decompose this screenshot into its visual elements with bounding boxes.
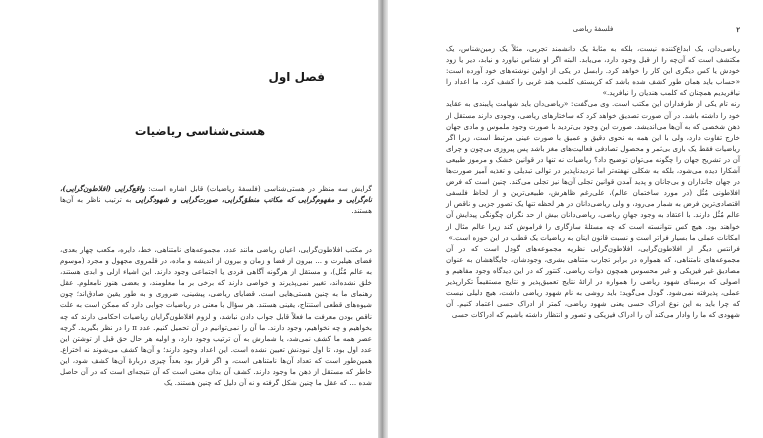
intro-tail: به ترتیب ناظر به آن‌ها هستند. [60,195,372,216]
book-gutter [378,0,388,438]
left-body-text [60,244,372,388]
body-paragraph: در مکتب افلاطون‌گرایی، اعیان ریاضی مانند عدد، مجموعه‌های نامتناهی، خط، دایره، مکعب چهار بعدی، فضای هیلبرت و ... بیرون از فضا و زمان و بیرون از اندیشه و ماده، در قلمروی مجهول و مجرد (موسوم به عالم مُثُل)، و مستقل از هرگونه آگاهی فردی یا اجتماعی وجود دارند. این اشیاء ازلی و ابدی هستند، خلق نشده‌اند، تغییر نمی‌پذیرند و خواصی دارند که برخی بر ما معلومند، و بعضی هنوز نامعلوم. عقل رهنمای ما به چنین هستی‌هایی است. قضایای ریاضی، پیشینی، ضروری و به طور یقین صادق‌اند؛ چون شیوه‌های قطعی استنتاج، یقینی هستند. هر سؤال با معنی در ریاضیات جوابی دارد که ممکن است به علت ناقص بودن معرفت ما فعلاً قابل جواب دادن نباشد، و لزوم افلاطون‌گرایان ریاضیات احکامی دارند که چه بخواهیم و چه نخواهیم، وجود دارند. ما آن را نمی‌توانیم در آن تحمیل کنیم. عدد π را در نظر بگیرید. گرچه عصر همه ما کشف نمی‌شد، یا شمارش به آن ترتیب وجود دارد، و اولیه هر حال حق قبل از توشتن این عدد اول بود، تا اول نبودنش تعیین نشده است. این اعداد وجود دارند؛ و آن‌ها کشف می‌شوند نه اختراع. همین‌طور است که تعداد آن‌ها نامتناهی است، و اگر قرار بود بعداً چیزی دربارهٔ آن‌ها کشف شود، این خاطر که مستقل از ذهن ما وجود دارند. کشف آن بدان معنی است که آن نتیجه‌ای است که در آن حاصل شده ... که عقل ما چنین شکل گرفته و نه آن دلیل که چنین هستند. یک [60,245,372,388]
body-paragraph: رنه تام یکی از طرفداران این مکتب است. وی می‌گفت: «ریاضی‌دان باید شهامت پایبندی به عقاید خود را داشته باشد. در آن صورت تصدیق خواهد کرد که ساختارهای ریاضی، وجودی دارند مستقل از ذهن شخصی که به آن‌ها می‌اندیشد. صورت این وجود بی‌تردید با صورت وجود ملموس و مادی جهان خارج تفاوت دارد، ولی با این همه به نحوی دقیق و عمیق با صورت عینی مرتبط است، زیرا اگر ریاضیات فقط یک بازی بی‌ثمر و محصول تصادفی فعالیت‌های مغز باشد پس پیروزی بی‌چون و چرای آن در تشریح جهان را چگونه می‌توان توضیح داد؟ ریاضیات نه تنها در قوانین خشک و مرموز طبیعی آشکارا دیده می‌شود، بلکه به شکلی نهفته‌تر اما تردیدناپذیر در توالی تبدیلی و تغذیه آمیز صورت‌ها در جهان جانداران و بی‌جانان و پدید آمدن قوانین تجلی آن‌ها نیز تجلی می‌کند. چنین است که فرض افلاطونی مُثُل (در مورد ساختمان عالم)، علی‌رغم ظاهرش، طبیعی‌ترین و از لحاظ فلسفی اقتصادی‌ترین فرض به شمار می‌رود، و ولی ریاضی‌دانان در هر لحظه تنها یک تصور جزیی و ناقص از عالم مُثُل دارند. با اعتقاد به وجود جهانِ ریاضی، ریاضی‌دانان بیش از حد نگران چگونگی پیدایش آن خواهند بود. هیچ کس نتوانسته است که چه مسئلهٔ سازگاری را فراموش کند زیرا عالم مثال از امکانات عملی ما بسیار فراتر است و نسبت قانون اینان به ریاضیات یک قطب در این حوزه است.» [446,99,740,242]
chapter-label: فصل اول [268,70,325,84]
left-page [0,0,378,438]
right-page [388,0,763,438]
intro-schools: واقع‌گرایی (افلاطون‌گرایی)، نام‌گرایی و مفهوم‌گرایی که مکاتب منطق‌گرایی، صورت‌گرایی و شهودگرایی [60,184,372,205]
page-number: ۲ [736,25,740,34]
right-body-text [446,43,740,320]
running-header-title: فلسفهٔ ریاضی [572,25,614,33]
body-paragraph: فرانتس دیگر از افلاطون‌گرایی، افلاطون‌گرایی نظریه مجموعه‌های گودل است که در آن مجموعه‌های نامتناهی، که همواره در برابر تجارب متناهی بشری، وجودشان، جایگاهشان به عنوان مصادیق غیر فیزیکی و غیر محسوس همچون ذوات ریاضی. کنتور که در این دیدگاه وجود مفاهیم و اصولی که برمبنای شهود ریاضی را همواره در ارائهٔ نتایج تعمیق‌پذیر و نتایج مستقیماً تکرارپذیر عملی، پذیرفته نمی‌شود. گودل می‌گوید: باید روشی به نام شهود ریاضی داشت، هیچ دلیلی نیست که چرا باید به این نوع ادراک حسی یعنی شهود ریاضی، کمتر از ادراک حسی اعتماد کنیم. آن شهودی که ما را وادار می‌کند آن را ادراک فیزیکی و تصور و انتظار داشته باشیم که ادراکات حسی [446,243,740,320]
body-paragraph: ریاضی‌دان، یک ابداع‌کننده نیست، بلکه به مثابهٔ یک دانشمند تجربی، مثلاً یک زمین‌شناس، یک مکتشف است که آن‌چه را از قبل وجود دارد، می‌یابد. البته اگر او شناس نیاورد و نیابد، دیر یا زود خودش یا کس دیگری این کار را خواهد کرد. رابسل در یکی از اولین نوشته‌های خود آورده است: «حساب باید همان طور کشف شده باشد که کریستف کلمب هند غربی را کشف کرد. ما اعداد را نیافریدیم همچنان که کلمب هندیان را نیافرید.» [446,44,740,98]
chapter-title: هستی‌شناسی ریاضیات [134,124,266,138]
chapter-intro [60,183,372,216]
intro-lead: گرایش سه منظر در هستی‌شناسی (فلسفهٔ ریاضیات) قابل اشاره است: [148,184,372,193]
running-header [446,25,740,37]
